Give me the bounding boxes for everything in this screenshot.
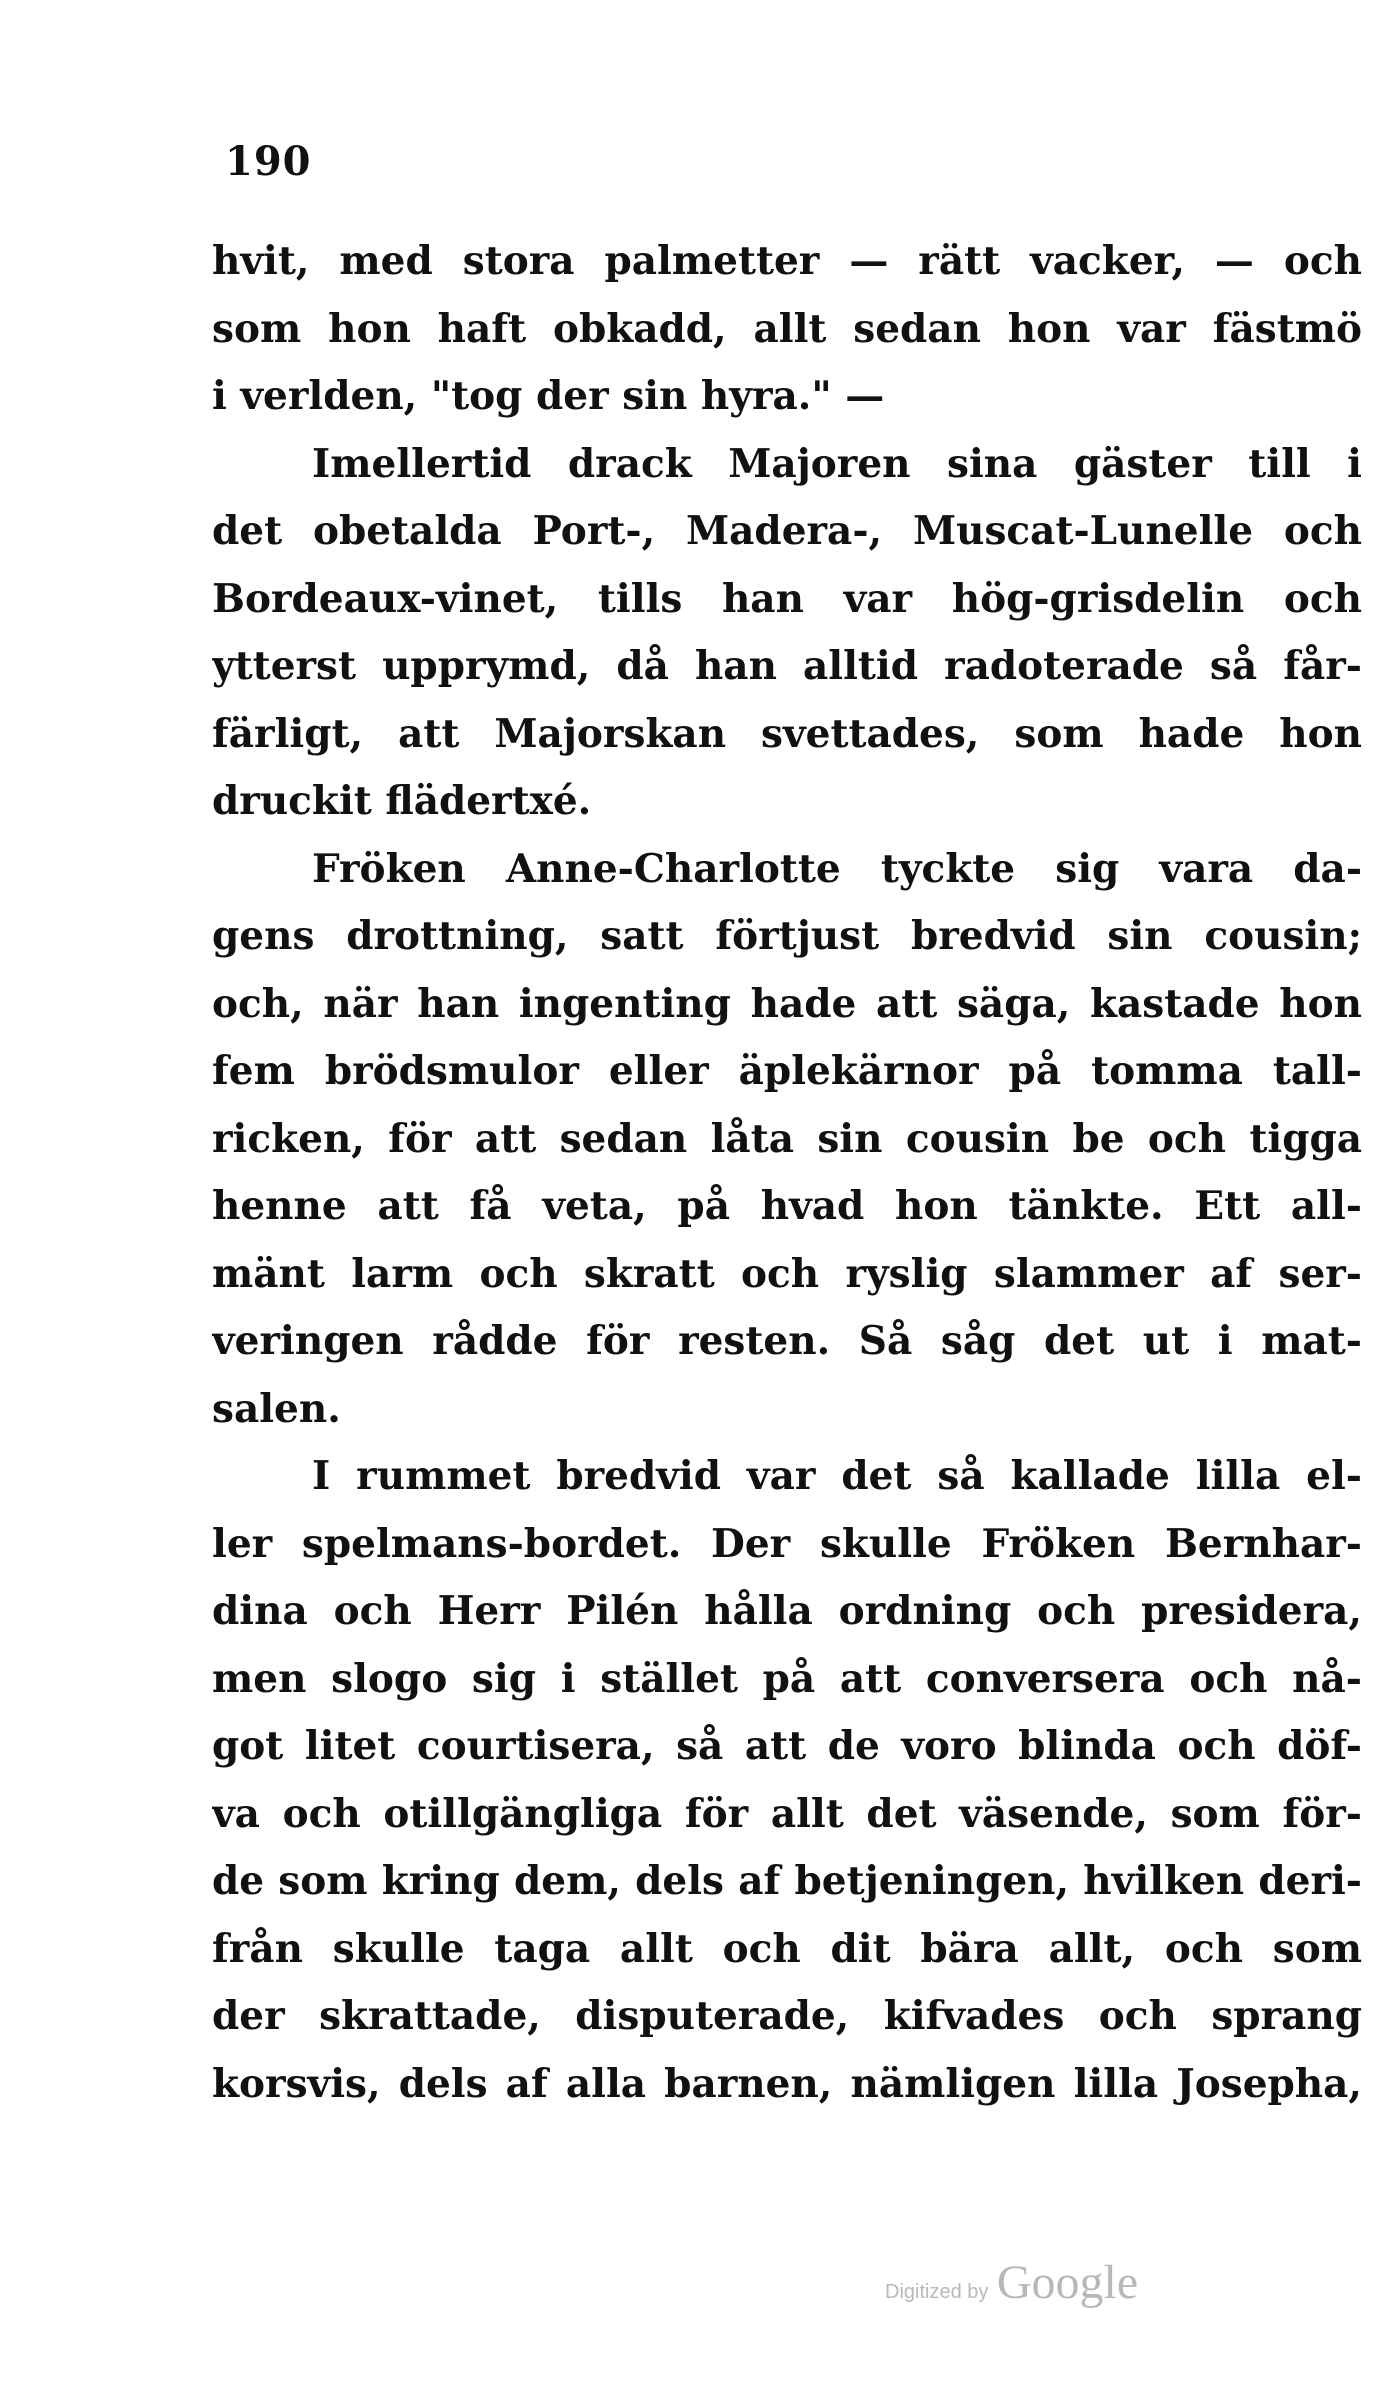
text-line: och, när han ingenting hade att säga, kastade hon xyxy=(212,980,1362,1027)
text-line: de som kring dem, dels af betjeningen, hvilken deri- xyxy=(212,1858,1362,1904)
text-line: veringen rådde för resten. Så såg det ut i mat- xyxy=(212,1318,1362,1364)
digitized-by-label: Digitized by xyxy=(885,2281,989,2303)
text-line: ytterst upprymd, då han alltid radoterade så får- xyxy=(212,643,1362,689)
body-text xyxy=(212,228,1362,2118)
text-line: fem brödsmulor eller äplekärnor på tomma tall- xyxy=(212,1048,1362,1094)
text-line: henne att få veta, på hvad hon tänkte. Ett all- xyxy=(212,1183,1362,1229)
text-line: färligt, att Majorskan svettades, som hade hon xyxy=(212,710,1362,757)
text-line: I rummet bredvid var det så kallade lilla el- xyxy=(312,1453,1362,1499)
text-line: men slogo sig i stället på att conversera och nå- xyxy=(212,1655,1362,1702)
digitized-by-google-watermark xyxy=(885,2255,1138,2310)
text-line: der skrattade, disputerade, kifvades och sprang xyxy=(212,1993,1362,2039)
text-line: Imellertid drack Majoren sina gäster till i xyxy=(312,440,1362,487)
text-line: hvit, med stora palmetter — rätt vacker, — och xyxy=(212,238,1362,284)
text-line: va och otillgängliga för allt det väsende, som för- xyxy=(212,1790,1362,1837)
text-line: dina och Herr Pilén hålla ordning och presidera, xyxy=(212,1588,1362,1634)
text-line: i verlden, "tog der sin hyra." — xyxy=(212,373,885,419)
text-line: Bordeaux-vinet, tills han var hög-grisdelin och xyxy=(212,575,1362,622)
text-line: mänt larm och skratt och ryslig slammer af ser- xyxy=(212,1250,1362,1297)
text-line: gens drottning, satt förtjust bredvid sin cousin; xyxy=(212,913,1362,959)
text-line: druckit flädertхé. xyxy=(212,778,592,824)
google-logo: Google xyxy=(996,2256,1139,2309)
text-line: som hon haft obkadd, allt sedan hon var fästmö xyxy=(212,305,1362,352)
text-line: got litet courtisera, så att de voro blinda och döf- xyxy=(212,1723,1362,1769)
text-line: från skulle taga allt och dit bära allt, och som xyxy=(212,1925,1362,1972)
text-line: ricken, för att sedan låta sin cousin be och tigga xyxy=(212,1115,1362,1162)
text-line: salen. xyxy=(212,1385,341,1432)
text-line: det obetalda Port-, Madera-, Muscat-Lunelle och xyxy=(212,508,1362,554)
text-line: Fröken Anne-Charlotte tyckte sig vara da- xyxy=(312,845,1362,892)
text-line: korsvis, dels af alla barnen, nämligen lilla Josepha, xyxy=(212,2060,1362,2107)
page-number: 190 xyxy=(225,138,312,185)
text-line: ler spelmans-bordet. Der skulle Fröken Bernhar- xyxy=(212,1520,1362,1567)
